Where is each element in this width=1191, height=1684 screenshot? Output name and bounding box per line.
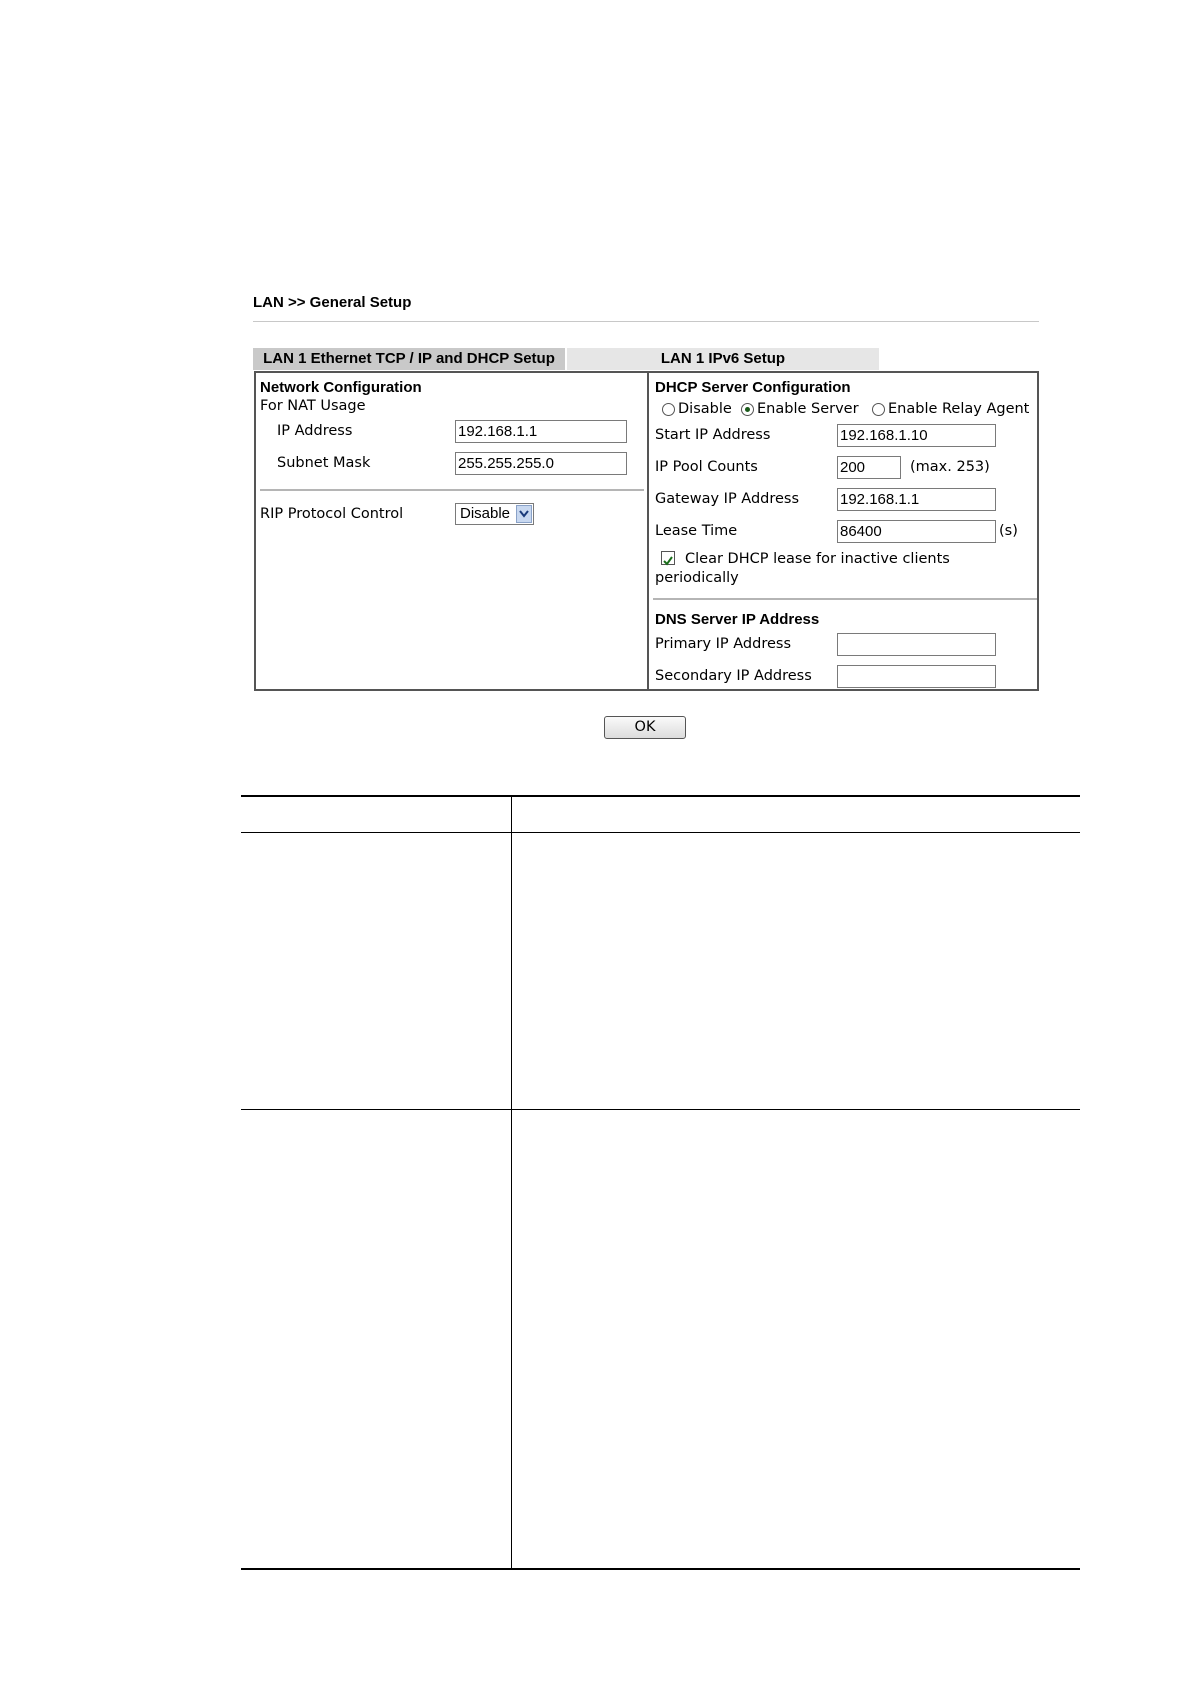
network-config-heading: Network Configuration [260, 379, 422, 396]
rip-protocol-select[interactable] [455, 503, 534, 525]
start-ip-input[interactable] [837, 424, 996, 447]
chevron-down-icon[interactable] [516, 505, 532, 523]
dns-server-heading: DNS Server IP Address [655, 611, 820, 628]
dhcp-enable-server-label: Enable Server [757, 401, 859, 417]
title-divider [253, 321, 1039, 322]
dhcp-enable-server-radio[interactable] [741, 403, 754, 416]
rip-protocol-value: Disable [460, 505, 511, 522]
checkmark-icon [662, 555, 674, 567]
start-ip-label: Start IP Address [655, 427, 771, 443]
ip-address-input[interactable] [455, 420, 627, 443]
dhcp-disable-radio[interactable] [662, 403, 675, 416]
panel-divider [647, 373, 649, 689]
gateway-ip-label: Gateway IP Address [655, 491, 800, 507]
ok-button[interactable]: OK [604, 716, 686, 739]
ip-pool-max-note: (max. 253) [910, 459, 990, 475]
table-row-border [241, 1109, 1080, 1110]
table-header-border [241, 832, 1080, 833]
secondary-dns-label: Secondary IP Address [655, 668, 812, 684]
page-title: LAN >> General Setup [253, 294, 412, 311]
gateway-ip-input[interactable] [837, 488, 996, 511]
dhcp-relay-agent-label: Enable Relay Agent [888, 401, 1030, 417]
dhcp-config-heading: DHCP Server Configuration [655, 379, 851, 396]
dhcp-disable-label: Disable [678, 401, 732, 417]
dns-section-divider [653, 598, 1037, 600]
table-top-border [241, 795, 1080, 797]
tab-lan1-ipv6[interactable]: LAN 1 IPv6 Setup [567, 348, 879, 370]
lease-time-input[interactable] [837, 520, 996, 543]
secondary-dns-input[interactable] [837, 665, 996, 688]
tab-lan1-ethernet-dhcp[interactable]: LAN 1 Ethernet TCP / IP and DHCP Setup [253, 348, 565, 370]
clear-dhcp-lease-label: Clear DHCP lease for inactive clients [685, 551, 950, 567]
subnet-mask-label: Subnet Mask [277, 455, 371, 471]
lease-time-unit: (s) [999, 523, 1018, 539]
subnet-mask-input[interactable] [455, 452, 627, 475]
table-column-divider [511, 796, 512, 1569]
radio-selected-dot [745, 407, 750, 412]
primary-dns-label: Primary IP Address [655, 636, 792, 652]
ip-pool-counts-label: IP Pool Counts [655, 459, 758, 475]
ip-pool-counts-input[interactable] [837, 456, 901, 479]
primary-dns-input[interactable] [837, 633, 996, 656]
network-section-divider [260, 489, 644, 491]
table-bottom-border [241, 1568, 1080, 1570]
clear-dhcp-lease-checkbox[interactable] [661, 551, 675, 565]
dhcp-relay-agent-radio[interactable] [872, 403, 885, 416]
nat-usage-label: For NAT Usage [260, 398, 366, 414]
rip-protocol-label: RIP Protocol Control [260, 506, 404, 522]
clear-dhcp-lease-label-cont: periodically [655, 570, 739, 586]
ip-address-label: IP Address [277, 423, 353, 439]
settings-panel [254, 371, 1039, 691]
lease-time-label: Lease Time [655, 523, 738, 539]
